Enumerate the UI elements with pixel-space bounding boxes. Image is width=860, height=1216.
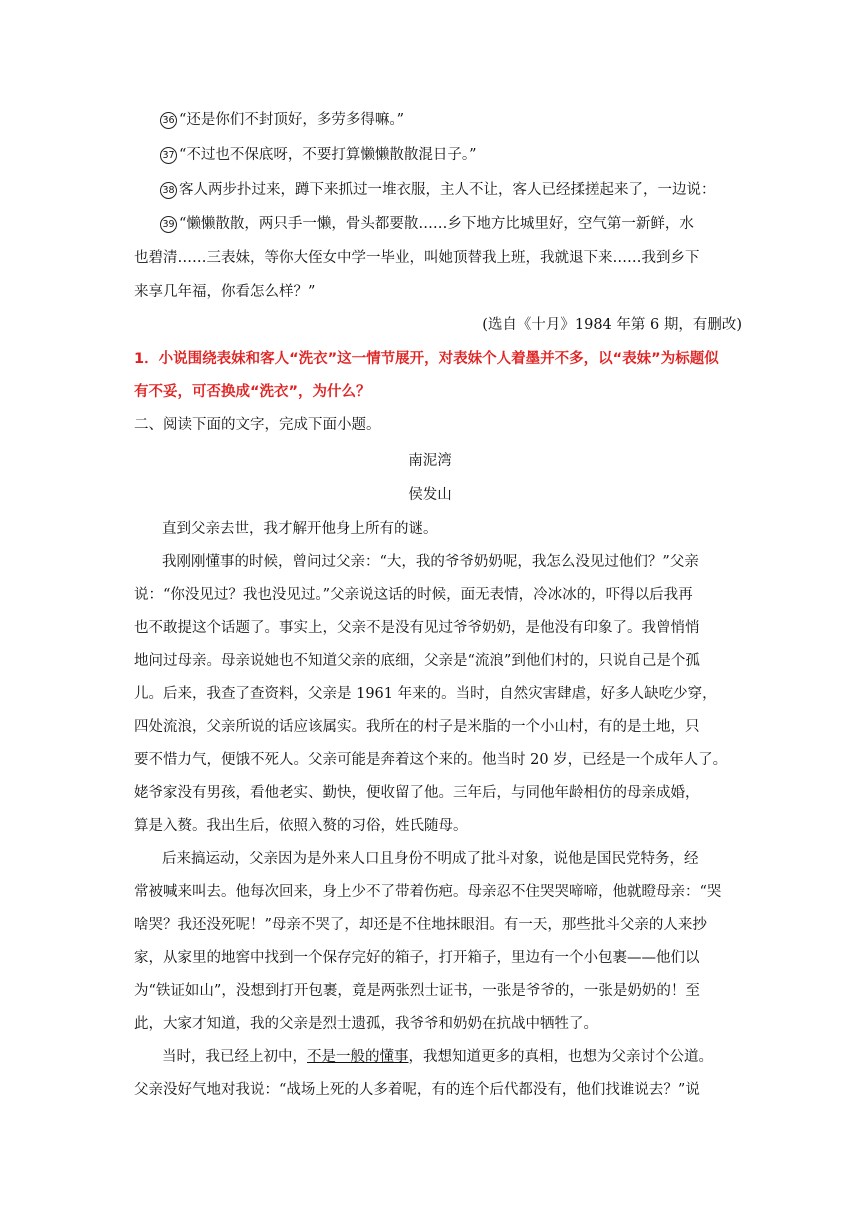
body-paragraph-line: 家，从家里的地窖中找到一个保存完好的箱子，打开箱子，里边有一个小包裹——他们以	[134, 950, 700, 966]
dialogue-line-38	[160, 180, 716, 200]
dialogue-text: “还是你们不封顶好，多劳多得嘛。”	[179, 112, 405, 128]
body-paragraph-line: 我刚刚懂事的时候，曾问过父亲：“大，我的爷爷奶奶呢，我怎么没见过他们？”父亲	[162, 554, 699, 570]
story-author: 侯发山	[408, 487, 452, 503]
body-paragraph-line: 后来搞运动，父亲因为是外来人口且身份不明成了批斗对象，说他是国民党特务，经	[162, 851, 699, 867]
dialogue-text: “懒懒散散，两只手一懒，骨头都要散……乡下地方比城里好，空气第一新鲜，水	[179, 216, 694, 232]
body-paragraph-line: 要不惜力气，便饿不死人。父亲可能是奔着这个来的。他当时 20 岁，已经是一个成年人了。	[134, 752, 728, 768]
circled-number-39: 39	[160, 216, 177, 233]
circled-number-38: 38	[160, 182, 177, 199]
text-segment: ，我想知道更多的真相，也想为父亲讨个公道。	[408, 1049, 713, 1065]
section-heading: 二、阅读下面的文字，完成下面小题。	[134, 417, 381, 433]
circled-number-37: 37	[160, 147, 177, 164]
dialogue-text: “不过也不保底呀，不要打算懒懒散散混日子。”	[179, 147, 477, 163]
body-paragraph-line: 为“铁证如山”，没想到打开包裹，竟是两张烈士证书，一张是爷爷的，一张是奶奶的！至	[134, 983, 700, 999]
body-paragraph-line: 啥哭？我还没死呢！”母亲不哭了，却还是不住地抹眼泪。有一天，那些批斗父亲的人来抄	[134, 917, 707, 933]
question-text: 有不妥，可否换成“洗衣”，为什么？	[134, 384, 371, 400]
dialogue-line-37	[160, 145, 477, 165]
body-paragraph-line: 儿。后来，我查了查资料，父亲是 1961 年来的。当时，自然灾害肆虐，好多人缺吃少穿，	[134, 686, 717, 702]
dialogue-line-39	[160, 214, 694, 234]
dialogue-continuation: 也碧清……三表妹，等你大侄女中学一毕业，叫她顶替我上班，我就退下来……我到乡下	[134, 250, 700, 266]
body-paragraph-line	[162, 1047, 713, 1067]
circled-number-36: 36	[160, 112, 177, 129]
body-paragraph-line: 说：“你没见过？我也没见过。”父亲说这话的时候，面无表情，冷冰冰的，吓得以后我再	[134, 587, 693, 603]
body-paragraph-line: 此，大家才知道，我的父亲是烈士遗孤，我爷爷和奶奶在抗战中牺牲了。	[134, 1016, 598, 1032]
body-paragraph-line: 常被喊来叫去。他每次回来，身上少不了带着伤疤。母亲忍不住哭哭啼啼，他就瞪母亲：“哭	[134, 884, 722, 900]
dialogue-continuation: 来享几年福，你看怎么样？”	[134, 284, 316, 300]
body-paragraph-line: 四处流浪，父亲所说的话应该属实。我所在的村子是米脂的一个小山村，有的是土地，只	[134, 719, 700, 735]
question-text: 1．小说围绕表妹和客人“洗衣”这一情节展开，对表妹个人着墨并不多，以“表妹”为标题似	[134, 351, 719, 367]
body-paragraph-line: 姥爷家没有男孩，看他老实、勤快，便收留了他。三年后，与同他年龄相仿的母亲成婚，	[134, 785, 700, 801]
body-paragraph-line: 父亲没好气地对我说：“战场上死的人多着呢，有的连个后代都没有，他们找谁说去？”说	[134, 1082, 700, 1098]
story-title: 南泥湾	[408, 453, 452, 469]
source-citation: (选自《十月》1984 年第 6 期，有删改)	[482, 317, 742, 333]
body-paragraph-line: 也不敢提这个话题了。事实上，父亲不是没有见过爷爷奶奶，是他没有印象了。我曾悄悄	[134, 620, 700, 636]
underlined-phrase: 不是一般的懂事	[307, 1049, 409, 1065]
text-segment: 当时，我已经上初中，	[162, 1049, 307, 1065]
body-paragraph-line: 算是入赘。我出生后，依照入赘的习俗，姓氏随母。	[134, 818, 468, 834]
dialogue-text: 客人两步扑过来，蹲下来抓过一堆衣服，主人不让，客人已经揉搓起来了，一边说：	[179, 182, 716, 198]
dialogue-line-36	[160, 110, 404, 130]
body-paragraph-line: 直到父亲去世，我才解开他身上所有的谜。	[162, 521, 438, 537]
body-paragraph-line: 地问过母亲。母亲说她也不知道父亲的底细，父亲是“流浪”到他们村的，只说自己是个孤	[134, 653, 700, 669]
